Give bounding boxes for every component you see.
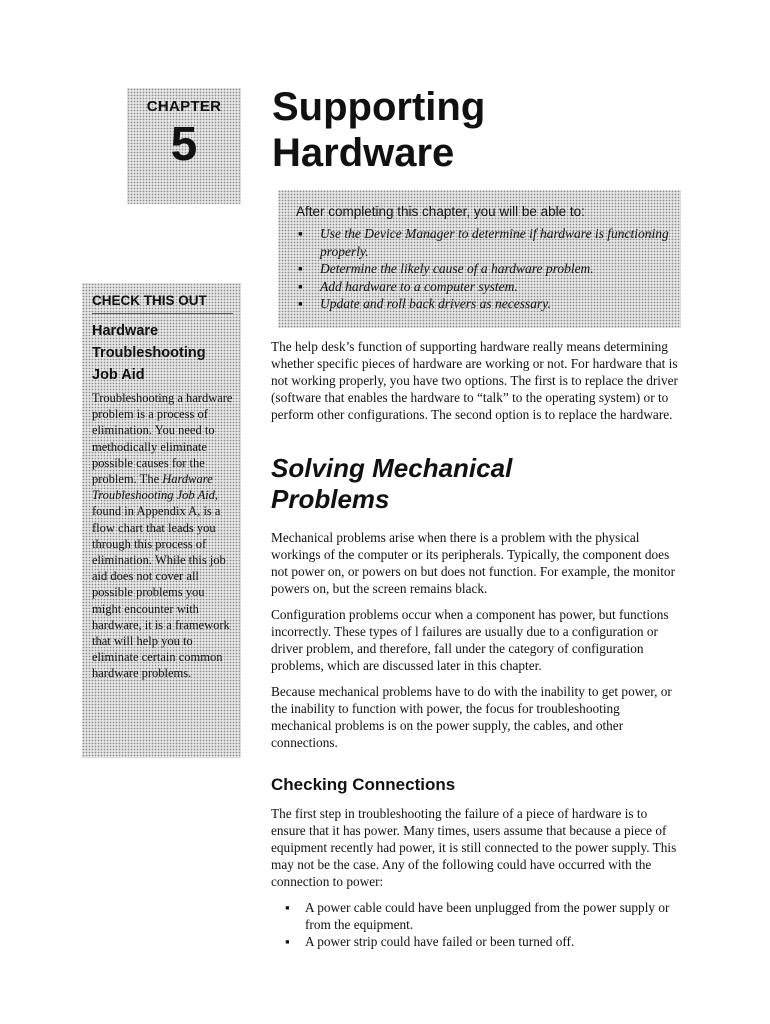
objectives-box [278, 190, 681, 328]
subsection-heading: Checking Connections [271, 775, 456, 794]
section-paragraph: Because mechanical problems have to do with the inability to get power, or the inability to function with power, the focus for troubleshooting mechanical problems is on the power supply, the cables, and other connections. [271, 684, 672, 750]
section-paragraph: Configuration problems occur when a component has power, but functions incorrectly. These types of l failures are usually due to a configuration or driver problem, and therefore, fall under the category of configuration problems, which are discussed later in this chapter. [271, 607, 669, 673]
check-this-out-sidebar [82, 283, 241, 758]
objective-item: ▪ Use the Device Manager to determine if hardware is functioning properly. [296, 225, 671, 260]
bullet-item: ▪ A power cable could have been unplugged from the power supply or from the equipment. [285, 899, 679, 933]
chapter-title [272, 84, 485, 176]
chapter-label: CHAPTER [146, 98, 222, 115]
objectives-list [296, 225, 671, 313]
subsection-paragraph: The first step in troubleshooting the failure of a piece of hardware is to ensure that it has power. Many times, users assume that because a piece of equipment recently had power, it is still connected to the power supply. This may not be the case. Any of the following could have occurred with the connection to power: [271, 806, 677, 889]
intro-paragraph: The help desk’s function of supporting hardware really means determining whether specific pieces of hardware are working or not. For hardware that is not working properly, you have two options. The first is to replace the driver (software that enables the hardware to “talk” to the operating system) or to perform other configurations. The second option is to replace the hardware. [271, 339, 678, 422]
chapter-number: 5 [170, 118, 198, 171]
sidebar-heading: Hardware Troubleshooting Job Aid [92, 323, 206, 383]
bullet-item: ▪ A power strip could have failed or been turned off. [285, 933, 679, 950]
chapter-title-line-2: Hardware [272, 131, 455, 175]
objectives-intro: After completing this chapter, you will be able to: [296, 204, 585, 219]
sidebar-body-text-2: found in Appendix A, is a flow chart that leads you through this process of elimination. While this job aid does not cover all possible problems you might encounter with hardware, it is a framework that will help you to eliminate certain common hardware problems. [92, 504, 230, 681]
connection-bullets [271, 899, 679, 950]
objective-item: ▪ Determine the likely cause of a hardware problem. [296, 260, 671, 278]
sidebar-body [92, 390, 233, 682]
section-paragraph: Mechanical problems arise when there is a problem with the physical workings of the computer or its peripherals. Typically, the component does not power on, or powers on but does not function. For example, the monitor powers on, but the screen remains black. [271, 530, 676, 596]
objective-item: ▪ Update and roll back drivers as necessary. [296, 295, 671, 313]
sidebar-body-job-aid-title: Hardware Troubleshooting Job Aid, [92, 472, 219, 503]
main-body [271, 338, 679, 950]
section-heading-line-2: Problems [271, 484, 390, 514]
chapter-title-line-1: Supporting [272, 85, 486, 129]
chapter-box [127, 88, 241, 204]
section-heading [271, 453, 679, 515]
section-heading-line-1: Solving Mechanical [271, 453, 513, 483]
objective-item: ▪ Add hardware to a computer system. [296, 278, 671, 296]
sidebar-title: CHECK THIS OUT [92, 293, 233, 314]
sidebar-body-text-1: Troubleshooting a hardware problem is a process of elimination. You need to methodically eliminate possible causes for the problem. The [92, 391, 233, 487]
